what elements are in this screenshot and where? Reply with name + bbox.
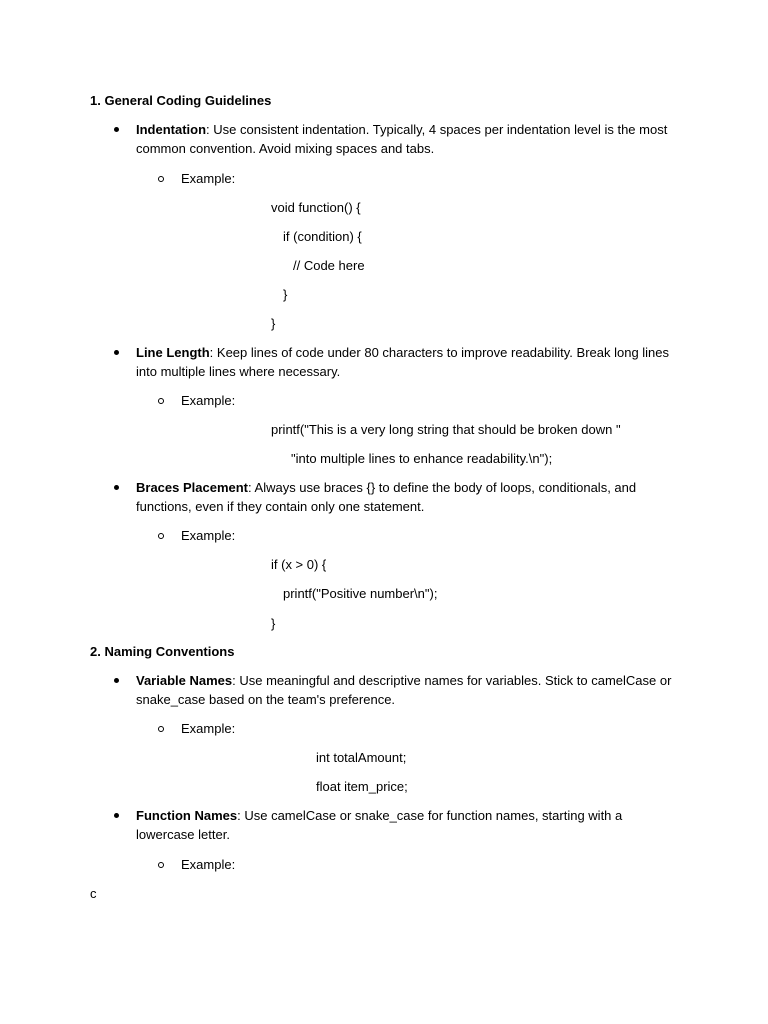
bullet-function-names: [136, 806, 646, 844]
example-label: Example:: [181, 721, 236, 736]
bullet-dot: [114, 485, 119, 490]
sub-bullet-circle: [158, 398, 164, 404]
code-line: void function() {: [271, 200, 361, 215]
example-label: Example:: [181, 528, 236, 543]
section-heading-general: 1. General Coding Guidelines: [90, 93, 272, 108]
code-line: }: [283, 287, 288, 302]
sub-bullet-circle: [158, 726, 164, 732]
bullet-dot: [114, 678, 119, 683]
code-line: }: [271, 616, 276, 631]
term-braces-placement: Braces Placement: [136, 480, 249, 495]
term-line-length: Line Length: [136, 345, 210, 360]
sub-bullet-circle: [158, 862, 164, 868]
sub-bullet-circle: [158, 176, 164, 182]
text-braces-placement: : Always use braces {} to define the body of loops, conditionals, and functions, even if they contain only one statement.: [136, 480, 637, 514]
code-line: printf("This is a very long string that should be broken down ": [271, 422, 621, 437]
bullet-dot: [114, 127, 119, 132]
term-variable-names: Variable Names: [136, 673, 233, 688]
code-line: // Code here: [293, 258, 365, 273]
term-function-names: Function Names: [136, 808, 238, 823]
code-line: printf("Positive number\n");: [283, 586, 438, 601]
bullet-dot: [114, 813, 119, 818]
example-label: Example:: [181, 857, 236, 872]
code-line: "into multiple lines to enhance readability.\n");: [291, 451, 553, 466]
text-line-length: : Keep lines of code under 80 characters to improve readability. Break long lines into multiple lines where necessary.: [136, 345, 670, 379]
bullet-indentation: [136, 120, 681, 158]
code-line: if (x > 0) {: [271, 557, 327, 572]
code-line: if (condition) {: [283, 229, 362, 244]
footer-char: c: [90, 886, 97, 901]
term-indentation: Indentation: [136, 122, 207, 137]
code-line: int totalAmount;: [316, 750, 407, 765]
sub-bullet-circle: [158, 533, 164, 539]
code-line: float item_price;: [316, 779, 408, 794]
example-label: Example:: [181, 393, 236, 408]
bullet-line-length: [136, 343, 681, 381]
bullet-dot: [114, 350, 119, 355]
bullet-variable-names: [136, 671, 681, 709]
bullet-braces-placement: [136, 478, 681, 516]
example-label: Example:: [181, 171, 236, 186]
text-variable-names: : Use meaningful and descriptive names for variables. Stick to camelCase or snake_case based on the team's preference.: [136, 673, 672, 707]
text-indentation: : Use consistent indentation. Typically, 4 spaces per indentation level is the most common convention. Avoid mixing spaces and tabs.: [136, 122, 668, 156]
text-function-names: : Use camelCase or snake_case for function names, starting with a lowercase letter.: [136, 808, 623, 842]
code-line: }: [271, 316, 276, 331]
section-heading-naming: 2. Naming Conventions: [90, 644, 235, 659]
